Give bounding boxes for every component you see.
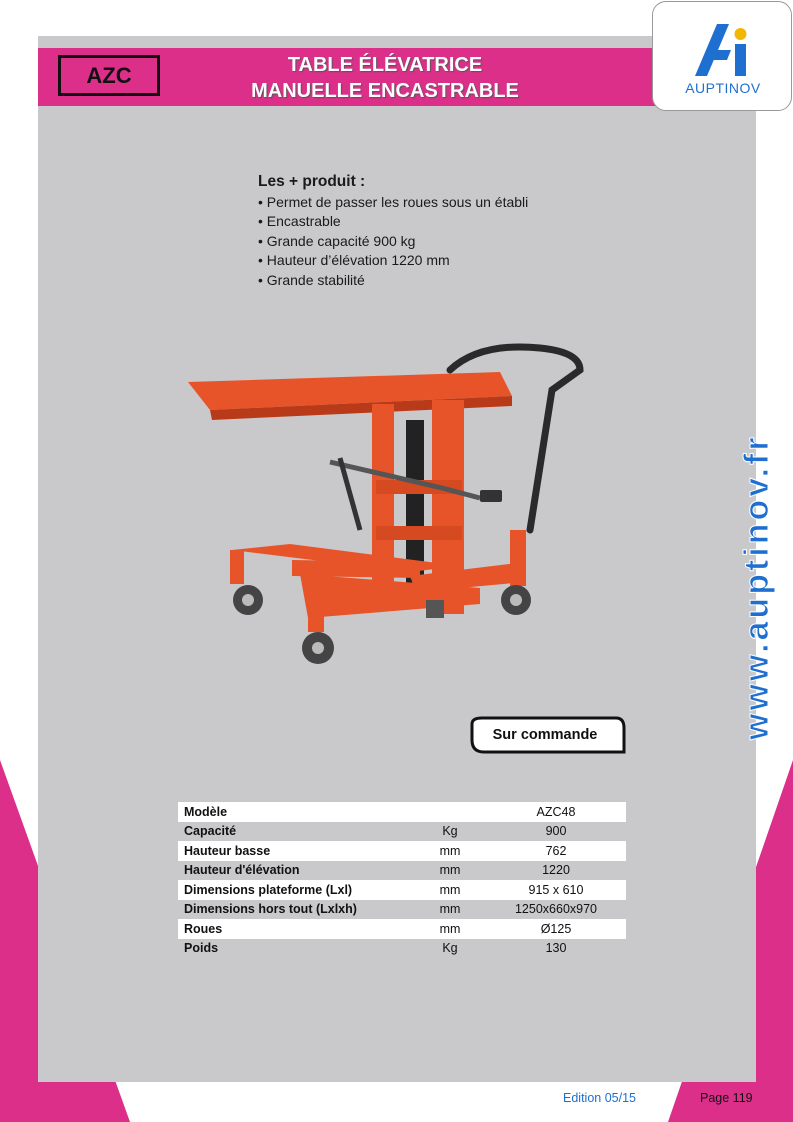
spec-value: 130	[480, 939, 626, 959]
spec-value: Ø125	[480, 919, 626, 939]
product-code: AZC	[58, 55, 160, 96]
spec-value: AZC48	[480, 802, 626, 822]
spec-unit: mm	[414, 841, 480, 861]
table-row	[178, 841, 626, 861]
order-badge-label: Sur commande	[492, 727, 598, 743]
spec-label: Dimensions hors tout (Lxlxh)	[178, 900, 414, 920]
spec-label: Hauteur d'élévation	[178, 861, 414, 881]
spec-value: 1220	[480, 861, 626, 881]
spec-unit	[414, 802, 480, 822]
spec-label: Modèle	[178, 802, 414, 822]
feature-item: • Permet de passer les roues sous un établi	[258, 193, 529, 210]
spec-unit: mm	[414, 900, 480, 920]
spec-label: Roues	[178, 919, 414, 939]
title-line-1: TABLE ÉLÉVATRICE	[287, 54, 483, 76]
spec-value: 900	[480, 822, 626, 842]
spec-value: 762	[480, 841, 626, 861]
website-url	[722, 320, 792, 760]
spec-value: 915 x 610	[480, 880, 626, 900]
website-url-text: www.auptinov.fr	[738, 434, 776, 740]
logo	[652, 1, 792, 111]
spec-unit: Kg	[414, 939, 480, 959]
feature-item: • Encastrable	[258, 213, 341, 229]
table-row	[178, 919, 626, 939]
spec-label: Hauteur basse	[178, 841, 414, 861]
title-line-2: MANUELLE ENCASTRABLE	[251, 80, 519, 102]
page-title	[200, 52, 570, 104]
spec-unit: mm	[414, 861, 480, 881]
spec-value: 1250x660x970	[480, 900, 626, 920]
spec-label: Poids	[178, 939, 414, 959]
spec-label: Capacité	[178, 822, 414, 842]
table-row	[178, 802, 626, 822]
table-row	[178, 939, 626, 959]
feature-item: • Hauteur d’élévation 1220 mm	[258, 252, 450, 268]
spec-label: Dimensions plateforme (Lxl)	[178, 880, 414, 900]
specs-table	[178, 802, 626, 958]
feature-item: • Grande stabilité	[258, 271, 365, 288]
spec-unit: mm	[414, 919, 480, 939]
auptinov-logo-icon	[691, 20, 755, 78]
feature-item: • Grande capacité 900 kg	[258, 232, 416, 249]
table-row	[178, 822, 626, 842]
table-row	[178, 861, 626, 881]
footer-page-number: Page 119	[700, 1091, 753, 1105]
footer-edition: Edition 05/15	[563, 1091, 636, 1105]
features-title: Les + produit :	[258, 173, 366, 190]
lift-table-image	[180, 330, 600, 675]
features-list	[258, 172, 618, 290]
table-row	[178, 880, 626, 900]
logo-text: AUPTINOV	[685, 80, 761, 96]
spec-unit: Kg	[414, 822, 480, 842]
table-row	[178, 900, 626, 920]
spec-unit: mm	[414, 880, 480, 900]
